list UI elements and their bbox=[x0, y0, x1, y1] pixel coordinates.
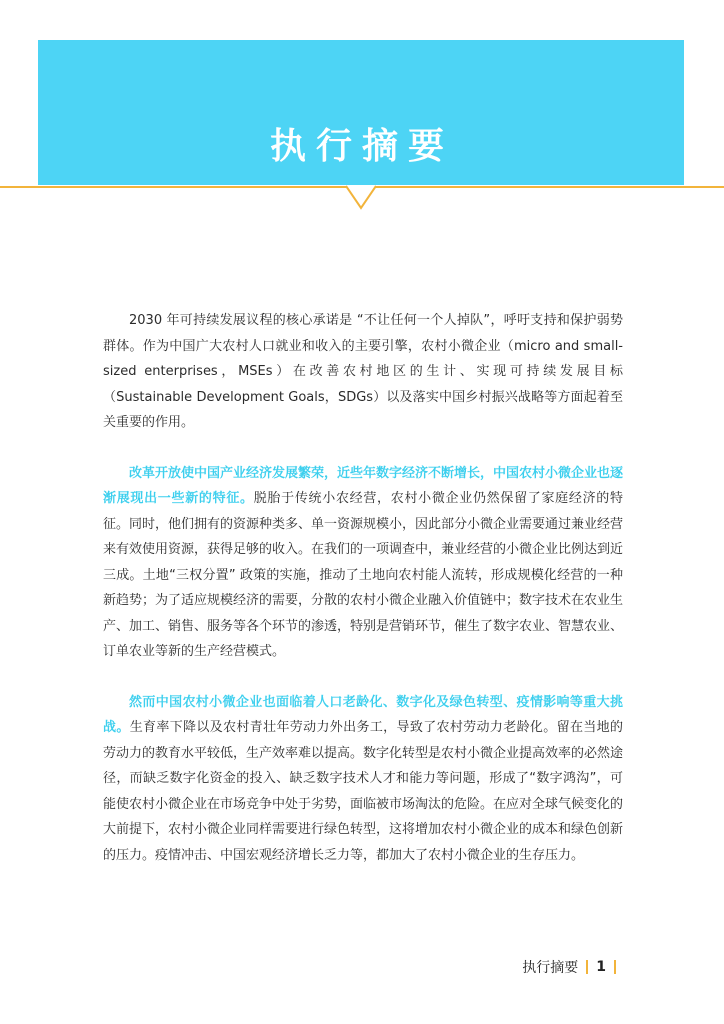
paragraph-3-text: 生育率下降以及农村青壮年劳动力外出务工，导致了农村劳动力老龄化。留在当地的劳动力的教育水平较低，生产效率难以提高。数字化转型是农村小微企业提高效率的必然途径，而缺乏数字化资金的投入、缺乏数字技术人才和能力等问题，形成了“数字鸿沟”，可能使农村小微企业在市场竞争中处于劣势，面临被市场淘汰的危险。在应对全球气候变化的大前提下，农村小微企业同样需要进行绿色转型，这将增加农村小微企业的成本和绿色创新的压力。疫情冲击、中国宏观经济增长乏力等，都加大了农村小微企业的生存压力。 bbox=[103, 720, 624, 863]
paragraph-2 bbox=[103, 461, 623, 665]
paragraph-1-text: 2030 年可持续发展议程的核心承诺是 “不让任何一个人掉队”，呼吁支持和保护弱势群体。作为中国广大农村人口就业和收入的主要引擎，农村小微企业（micro and small-sized enterprises，MSEs）在改善农村地区的生计、实现可持续发展目标（Sustainable Development Goals，SDGs）以及落实中国乡村振兴战略等方面起着至关重要的作用。 bbox=[103, 313, 623, 430]
footer-divider bbox=[586, 960, 588, 974]
page-number: 1 bbox=[596, 959, 606, 975]
paragraph-3 bbox=[103, 690, 623, 869]
footer-section-title: 执行摘要 bbox=[522, 960, 579, 976]
footer-divider-end bbox=[614, 960, 616, 974]
page-title: 执行摘要 bbox=[269, 126, 454, 167]
paragraph-3-lead: 然而中国农村小微企业也面临着人口老龄化、数字化及绿色转型、疫情影响等重大挑战。 bbox=[103, 694, 623, 735]
page-footer bbox=[522, 957, 624, 977]
header-notch bbox=[346, 184, 376, 210]
paragraph-2-lead: 改革开放使中国产业经济发展繁荣，近些年数字经济不断增长，中国农村小微企业也逐渐展现出一些新的特征。 bbox=[103, 465, 624, 506]
summary-body bbox=[103, 308, 623, 893]
paragraph-2-text: 脱胎于传统小农经营，农村小微企业仍然保留了家庭经济的特征。同时，他们拥有的资源种类多、单一资源规模小，因此部分小微企业需要通过兼业经营来有效使用资源，获得足够的收入。在我们的一项调查中，兼业经营的小微企业比例达到近三成。土地“三权分置” 政策的实施，推动了土地向农村能人流转，形成规模化经营的一种新趋势；为了适应规模经济的需要，分散的农村小微企业融入价值链中；数字技术在农业生产、加工、销售、服务等各个环节的渗透，特别是营销环节，催生了数字农业、智慧农业、订单农业等新的生产经营模式。 bbox=[103, 491, 624, 659]
paragraph-1 bbox=[103, 308, 623, 436]
